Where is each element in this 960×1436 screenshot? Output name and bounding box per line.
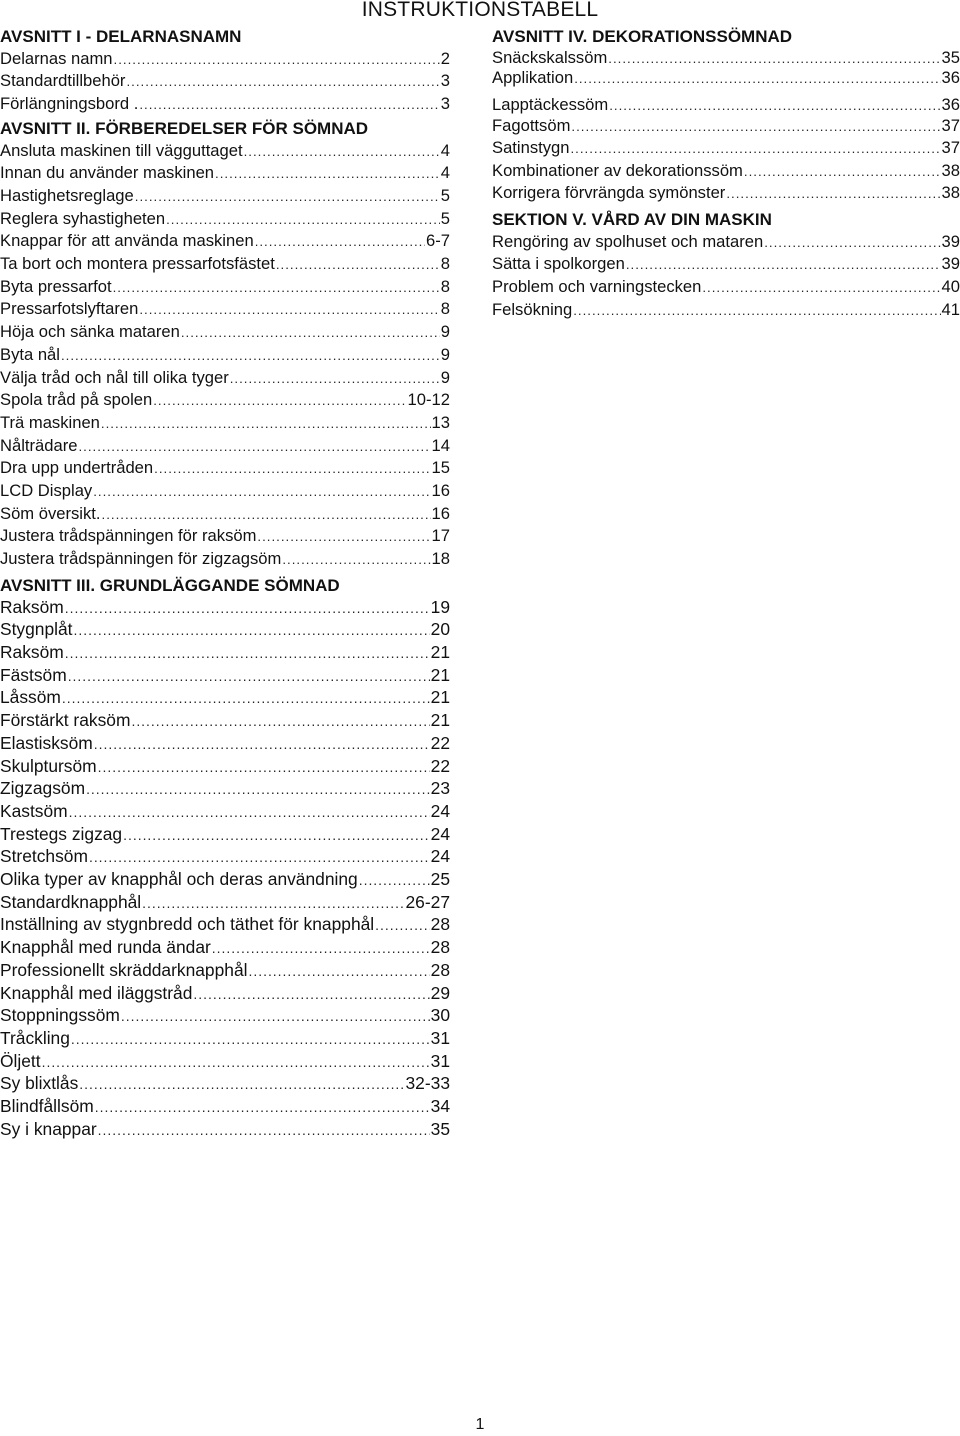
entry-label: Fagottsöm (492, 116, 571, 136)
entry-page: 8 (440, 276, 450, 296)
dot-leader (574, 69, 940, 89)
toc-entry (0, 937, 450, 960)
toc-entry (0, 208, 450, 231)
entry-page: 34 (430, 1096, 450, 1117)
dot-leader (78, 436, 430, 458)
entry-page: 9 (440, 322, 450, 342)
toc-entry (492, 253, 960, 276)
entry-page: 3 (440, 94, 450, 114)
toc-entry (0, 824, 450, 847)
entry-page: 24 (430, 846, 450, 867)
entry-label: Justera trådspänningen för zigzagsöm (0, 549, 282, 569)
dot-leader (153, 390, 406, 412)
entry-page: 13 (431, 412, 450, 432)
entry-label: Dra upp undertråden (0, 458, 154, 478)
entry-page: 18 (431, 549, 450, 569)
entry-label: Trä maskinen (0, 412, 100, 432)
toc-entry (0, 733, 450, 756)
dot-leader (142, 893, 404, 915)
toc-entry (492, 299, 960, 322)
entry-label: Raksöm (0, 596, 64, 617)
toc-entry (492, 116, 960, 137)
toc-entry (0, 1051, 450, 1074)
toc-entry (0, 983, 450, 1006)
entry-page: 19 (430, 596, 450, 617)
entry-page: 21 (430, 710, 450, 731)
dot-leader (212, 938, 430, 960)
entry-page: 38 (941, 183, 960, 203)
entry-page: 22 (430, 732, 450, 753)
entry-page: 21 (430, 687, 450, 708)
section-5-list (492, 231, 960, 322)
entry-page: 35 (941, 47, 960, 67)
entry-label: Rengöring av spolhuset och mataren (492, 231, 764, 251)
dot-leader (74, 620, 430, 642)
entry-label: Professionellt skräddarknapphål (0, 959, 248, 980)
entry-label: Sy i knappar (0, 1118, 97, 1139)
dot-leader (215, 163, 440, 185)
dot-leader (65, 643, 430, 665)
entry-page: 6-7 (426, 231, 450, 251)
toc-entry (0, 503, 450, 526)
entry-page: 9 (440, 367, 450, 387)
entry-page: 32-33 (405, 1073, 450, 1094)
entry-label: Inställning av stygnbredd och täthet för knapphål (0, 914, 375, 935)
dot-leader (166, 209, 440, 231)
entry-label: Pressarfotslyftaren (0, 299, 139, 319)
toc-entry (0, 1005, 450, 1028)
toc-entry (0, 548, 450, 571)
toc-entry (0, 687, 450, 710)
toc-entry (0, 1028, 450, 1051)
entry-label: Raksöm (0, 641, 64, 662)
toc-entry (0, 642, 450, 665)
dot-leader (89, 847, 430, 869)
entry-label: Trestegs zigzag (0, 823, 123, 844)
section-1-list (0, 48, 450, 116)
toc-entry (0, 597, 450, 620)
toc-entry (492, 94, 960, 117)
toc-entry (0, 665, 450, 688)
entry-label: Korrigera förvrängda symönster (492, 183, 726, 203)
entry-page: 5 (440, 185, 450, 205)
entry-label: Stygnplåt (0, 619, 73, 640)
section-4-list (492, 48, 960, 205)
toc-entry (0, 778, 450, 801)
dot-leader (255, 231, 425, 253)
entry-page: 21 (430, 664, 450, 685)
toc-entry (0, 389, 450, 412)
entry-page: 41 (941, 299, 960, 319)
entry-page: 16 (431, 503, 450, 523)
toc-entry (492, 231, 960, 254)
entry-label: Byta pressarfot (0, 276, 112, 296)
entry-page: 40 (941, 277, 960, 297)
toc-entry (0, 162, 450, 185)
toc-left-column (0, 26, 450, 1141)
entry-page: 36 (941, 94, 960, 114)
toc-entry (0, 253, 450, 276)
dot-leader (359, 870, 430, 892)
entry-label: Elastisksöm (0, 732, 93, 753)
dot-leader (121, 1006, 430, 1028)
entry-label: Tråckling (0, 1027, 70, 1048)
entry-page: 10-12 (407, 390, 450, 410)
toc-right-column (492, 26, 960, 322)
entry-page: 23 (430, 778, 450, 799)
entry-label: Stoppningssöm (0, 1005, 120, 1026)
entry-label: Standardknapphål (0, 891, 142, 912)
entry-page: 24 (430, 800, 450, 821)
toc-entry (0, 276, 450, 299)
entry-label: Söm översikt. (0, 503, 101, 523)
dot-leader (61, 345, 440, 367)
dot-leader (123, 825, 430, 847)
toc-entry (0, 892, 450, 915)
entry-label: Applikation (492, 68, 574, 88)
entry-page: 21 (430, 641, 450, 662)
entry-label: Sätta i spolkorgen (492, 254, 625, 274)
entry-page: 28 (430, 914, 450, 935)
dot-leader (626, 254, 941, 276)
entry-label: Lapptäckessöm (492, 94, 609, 114)
dot-leader (702, 277, 940, 299)
toc-entry (0, 756, 450, 779)
dot-leader (98, 1120, 430, 1142)
section-heading-4: AVSNITT IV. DEKORATIONSSÖMNAD (492, 27, 793, 46)
toc-entry (0, 435, 450, 458)
dot-leader (573, 300, 940, 322)
entry-page: 31 (430, 1027, 450, 1048)
dot-leader (571, 117, 940, 137)
entry-page: 29 (430, 982, 450, 1003)
toc-entry (0, 1096, 450, 1119)
dot-leader (135, 186, 440, 208)
entry-label: Felsökning (492, 299, 573, 319)
entry-label: Sy blixtlås (0, 1073, 79, 1094)
entry-label: Knapphål med iläggstråd (0, 982, 193, 1003)
entry-label: Spola tråd på spolen (0, 390, 153, 410)
dot-leader (79, 1074, 404, 1096)
section-3-list (0, 597, 450, 1142)
dot-leader (113, 277, 440, 299)
entry-label: Skulptursöm (0, 755, 97, 776)
toc-entry (0, 619, 450, 642)
entry-page: 8 (440, 254, 450, 274)
entry-label: Knapphål med runda ändar (0, 937, 211, 958)
dot-leader (86, 779, 430, 801)
toc-entry (0, 185, 450, 208)
toc-entry (492, 137, 960, 160)
dot-leader (764, 232, 940, 254)
entry-page: 28 (430, 937, 450, 958)
toc-entry (0, 710, 450, 733)
toc-entry (0, 525, 450, 548)
dot-leader (609, 95, 940, 117)
entry-page: 4 (440, 163, 450, 183)
entry-page: 37 (941, 137, 960, 157)
entry-page: 5 (440, 208, 450, 228)
entry-label: Snäckskalssöm (492, 47, 608, 67)
entry-label: Hastighetsreglage (0, 185, 134, 205)
dot-leader (126, 71, 439, 93)
entry-page: 4 (440, 140, 450, 160)
dot-leader (570, 138, 940, 160)
dot-leader (62, 688, 430, 710)
entry-label: Blindfållsöm (0, 1096, 94, 1117)
section-heading-1: AVSNITT I - DELARNASNAMN (0, 27, 242, 46)
entry-page: 8 (440, 299, 450, 319)
entry-label: Olika typer av knapphål och deras användning (0, 869, 358, 890)
dot-leader (276, 254, 440, 276)
toc-entry (0, 230, 450, 253)
entry-label: Kastsöm (0, 800, 68, 821)
entry-label: Reglera syhastigheten (0, 208, 166, 228)
entry-label: Förlängningsbord . (0, 94, 139, 114)
dot-leader (71, 1029, 430, 1051)
entry-page: 20 (430, 619, 450, 640)
entry-page: 15 (431, 458, 450, 478)
toc-entry (0, 914, 450, 937)
entry-page: 31 (430, 1050, 450, 1071)
dot-leader (93, 481, 430, 503)
toc-entry (0, 869, 450, 892)
entry-label: Byta nål (0, 344, 60, 364)
entry-page: 39 (941, 254, 960, 274)
dot-leader (257, 526, 430, 548)
entry-label: LCD Display (0, 481, 93, 501)
dot-leader (375, 915, 430, 937)
entry-label: Justera trådspänningen för raksöm (0, 526, 257, 546)
dot-leader (181, 322, 440, 344)
entry-label: Öljett (0, 1050, 41, 1071)
entry-page: 39 (941, 231, 960, 251)
toc-entry (0, 480, 450, 503)
toc-entry (0, 960, 450, 983)
entry-page: 17 (431, 526, 450, 546)
page-number: 1 (475, 1416, 485, 1433)
entry-page: 24 (430, 823, 450, 844)
toc-entry (0, 93, 450, 116)
entry-label: Kombinationer av dekorationssöm (492, 160, 743, 180)
entry-page: 26-27 (405, 891, 450, 912)
section-2-list (0, 140, 450, 571)
toc-entry (0, 457, 450, 480)
toc-entry (0, 367, 450, 390)
entry-page: 14 (431, 435, 450, 455)
dot-leader (95, 1097, 430, 1119)
dot-leader (68, 666, 430, 688)
entry-label: Välja tråd och nål till olika tyger (0, 367, 229, 387)
toc-entry (0, 412, 450, 435)
dot-leader (139, 299, 439, 321)
toc-title: INSTRUKTIONSTABELL (361, 0, 599, 21)
entry-page: 25 (430, 869, 450, 890)
toc-entry (492, 182, 960, 205)
entry-label: Nålträdare (0, 435, 78, 455)
dot-leader (94, 734, 430, 756)
entry-label: Höja och sänka mataren (0, 322, 180, 342)
entry-label: Zigzagsöm (0, 778, 86, 799)
entry-page: 22 (430, 755, 450, 776)
entry-page: 16 (431, 481, 450, 501)
dot-leader (744, 161, 941, 183)
entry-label: Satinstygn (492, 137, 570, 157)
toc-entry (0, 70, 450, 93)
toc-entry (0, 48, 450, 71)
dot-leader (726, 183, 940, 205)
entry-label: Förstärkt raksöm (0, 710, 131, 731)
entry-label: Fästsöm (0, 664, 67, 685)
dot-leader (114, 49, 440, 71)
dot-leader (42, 1052, 430, 1074)
entry-label: Standardtillbehör (0, 71, 126, 91)
dot-leader (69, 802, 430, 824)
section-heading-5: SEKTION V. VÅRD AV DIN MASKIN (492, 210, 772, 230)
entry-label: Stretchsöm (0, 846, 88, 867)
entry-page: 36 (941, 68, 960, 88)
toc-entry (0, 140, 450, 163)
dot-leader (282, 549, 430, 571)
toc-entry (492, 160, 960, 183)
entry-page: 35 (430, 1118, 450, 1139)
dot-leader (65, 598, 430, 620)
toc-entry (0, 321, 450, 344)
toc-entry (0, 1119, 450, 1142)
dot-leader (131, 711, 429, 733)
entry-page: 28 (430, 959, 450, 980)
dot-leader (101, 413, 431, 435)
entry-page: 37 (941, 116, 960, 136)
entry-label: Knappar för att använda maskinen (0, 231, 254, 251)
dot-leader (248, 961, 429, 983)
toc-entry (0, 344, 450, 367)
dot-leader (244, 141, 440, 163)
toc-entry (0, 1073, 450, 1096)
section-heading-3: AVSNITT III. GRUNDLÄGGANDE SÖMNAD (0, 575, 340, 595)
entry-label: Innan du använder maskinen (0, 163, 215, 183)
dot-leader (193, 984, 429, 1006)
entry-page: 2 (440, 48, 450, 68)
entry-label: Delarnas namn (0, 48, 113, 68)
toc-entry (492, 68, 960, 89)
toc-entry (0, 298, 450, 321)
toc-entry (0, 846, 450, 869)
entry-page: 9 (440, 344, 450, 364)
toc-entry (492, 276, 960, 299)
entry-label: Ta bort och montera pressarfotsfästet (0, 254, 275, 274)
entry-label: Problem och varningstecken (492, 277, 702, 297)
dot-leader (230, 368, 440, 390)
toc-entry (0, 801, 450, 824)
dot-leader (139, 94, 439, 116)
entry-label: Låssöm (0, 687, 61, 708)
dot-leader (98, 757, 430, 779)
dot-leader (154, 458, 430, 480)
entry-page: 3 (440, 71, 450, 91)
toc-entry (492, 48, 960, 69)
entry-page: 38 (941, 160, 960, 180)
entry-label: Ansluta maskinen till vägguttaget (0, 140, 243, 160)
entry-page: 30 (430, 1005, 450, 1026)
section-heading-2: AVSNITT II. FÖRBEREDELSER FÖR SÖMNAD (0, 118, 369, 138)
dot-leader (608, 49, 940, 69)
dot-leader (102, 504, 431, 526)
